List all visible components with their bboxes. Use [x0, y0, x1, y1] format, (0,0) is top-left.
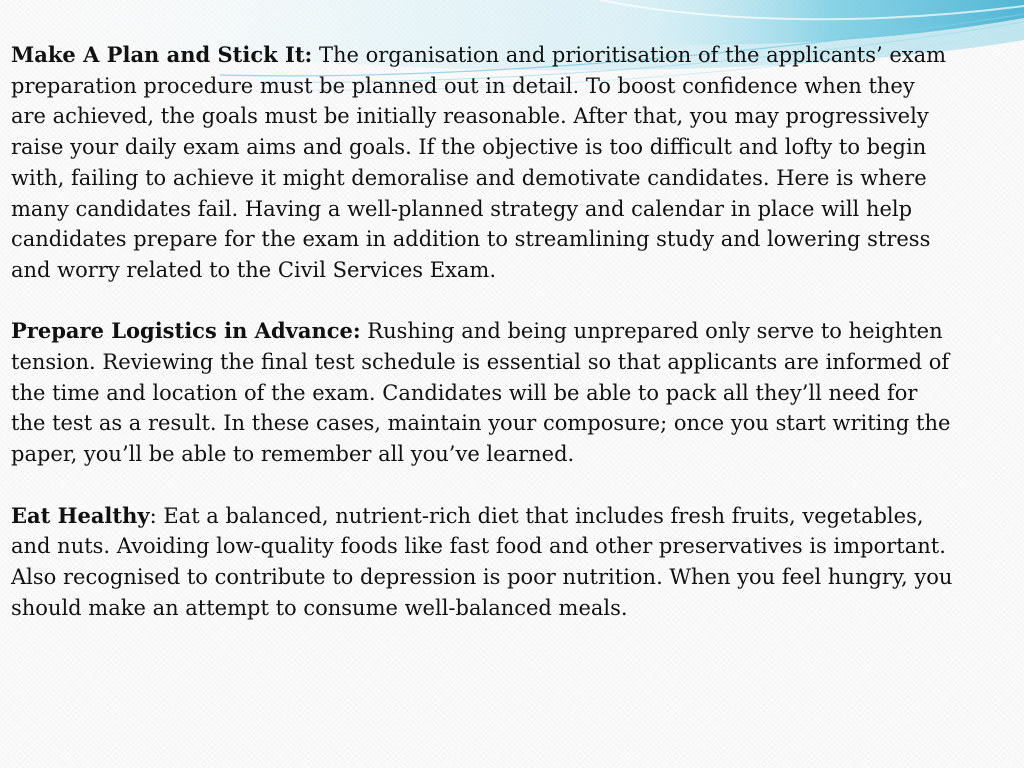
section-plan-heading: Make A Plan and Stick It:	[11, 42, 313, 67]
body-text	[11, 40, 956, 654]
section-eat-healthy-heading: Eat Healthy	[11, 502, 150, 528]
section-plan	[11, 40, 956, 286]
section-eat-healthy-body: : Eat a balanced, nutrient-rich diet that includes fresh fruits, vegetables, and nuts. Avoiding low-quality foods like fast food and other preservatives is important. Also recognised to contribute to depression is poor nutrition. When you feel hungry, you should make an attempt to consume well-balanced meals.	[11, 503, 953, 620]
section-plan-body: The organisation and prioritisation of the applicants’ exam preparation procedure must be planned out in detail. To boost confidence when they are achieved, the goals must be initially reasonable. After that, you may progressively raise your daily exam aims and goals. If the objective is too difficult and lofty to begin with, failing to achieve it might demoralise and demotivate candidates. Here is where many candidates fail. Having a well-planned strategy and calendar in place will help candidates prepare for the exam in addition to streamlining study and lowering stress and worry related to the Civil Services Exam.	[11, 43, 947, 282]
section-eat-healthy	[11, 501, 956, 624]
section-logistics	[11, 316, 956, 470]
section-logistics-body: Rushing and being unprepared only serve to heighten tension. Reviewing the final test schedule is essential so that applicants are informed of the time and location of the exam. Candidates will be able to pack all they’ll need for the test as a result. In these cases, maintain your composure; once you start writing the paper, you’ll be able to remember all you’ve learned.	[11, 319, 951, 467]
section-logistics-heading: Prepare Logistics in Advance:	[11, 318, 361, 344]
